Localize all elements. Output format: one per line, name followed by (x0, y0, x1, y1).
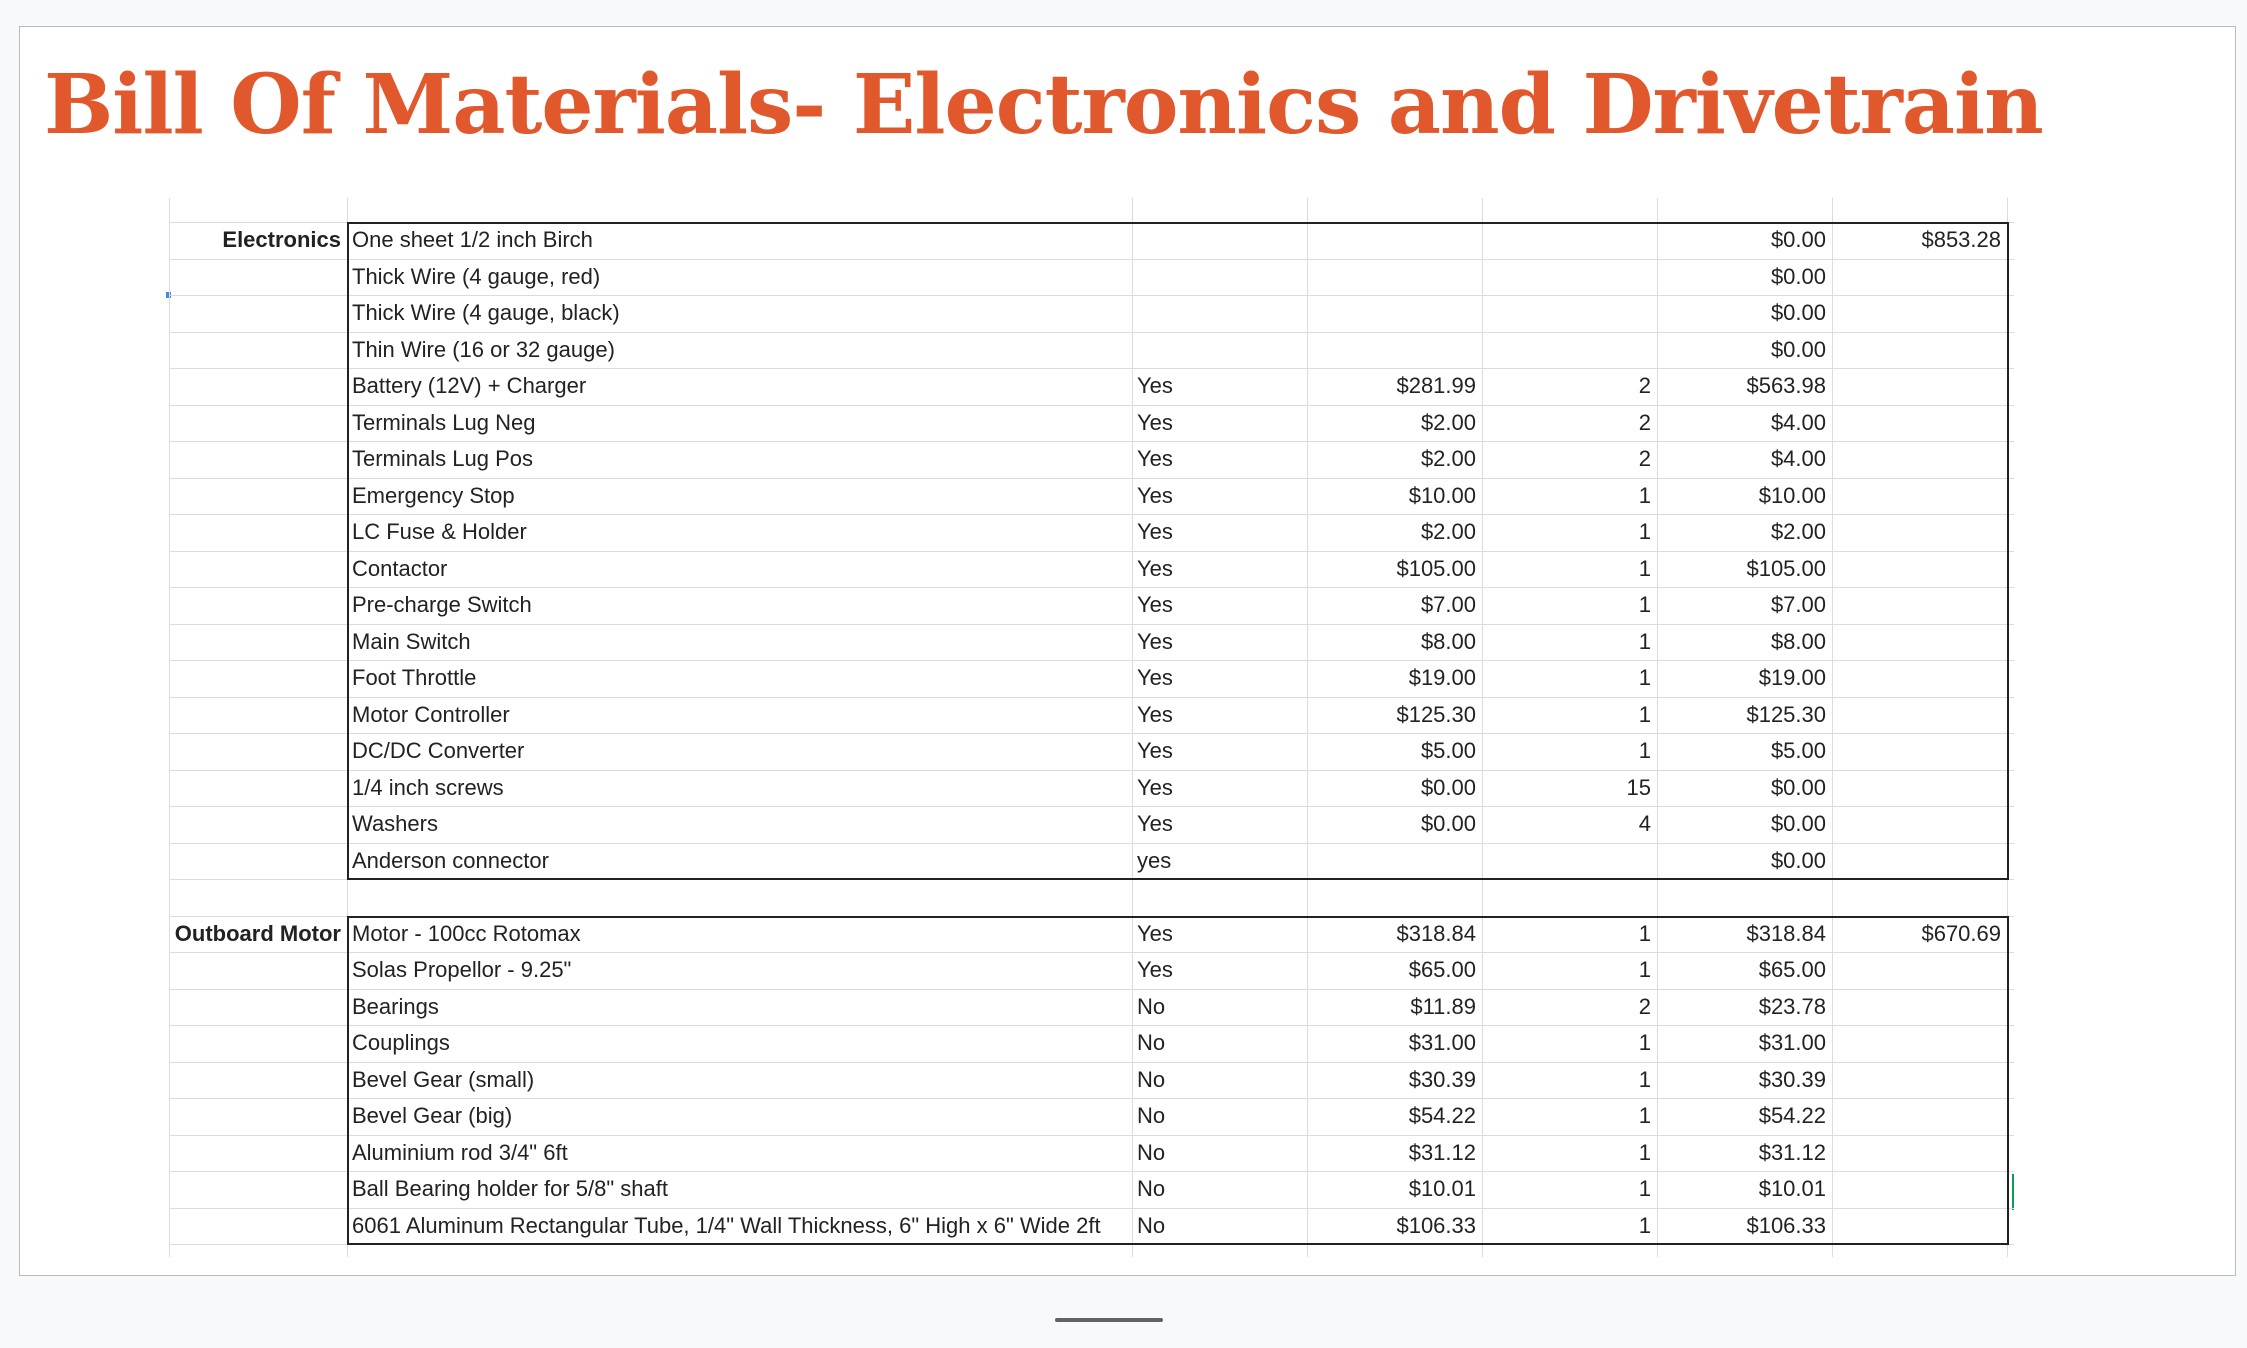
purchased-cell[interactable]: Yes (1137, 373, 1173, 398)
unit-price-cell[interactable]: $65.00 (1408, 957, 1476, 982)
item-cell[interactable]: Pre-charge Switch (352, 592, 532, 617)
item-cell[interactable]: Thin Wire (16 or 32 gauge) (352, 336, 615, 362)
item-cell[interactable]: Terminals Lug Neg (352, 409, 536, 435)
cost-cell[interactable]: $2.00 (1770, 519, 1826, 544)
quantity-cell[interactable]: 1 (1638, 555, 1651, 581)
quantity-cell[interactable]: 1 (1638, 1030, 1651, 1055)
unit-price-cell[interactable]: $0.00 (1420, 811, 1476, 836)
purchased-cell[interactable]: Yes (1137, 811, 1173, 836)
purchased-cell[interactable]: yes (1137, 847, 1172, 873)
quantity-cell[interactable]: 1 (1638, 1176, 1651, 1201)
page-title: Bill Of Materials- Electronics and Drivetrain (44, 57, 2043, 153)
quantity-cell[interactable]: 2 (1638, 409, 1651, 435)
unit-price-cell[interactable]: $125.30 (1396, 701, 1476, 727)
quantity-cell[interactable]: 1 (1638, 738, 1651, 763)
quantity-cell[interactable]: 1 (1638, 1139, 1651, 1165)
item-cell[interactable]: Terminals Lug Pos (352, 446, 533, 471)
cost-cell[interactable]: $318.84 (1746, 920, 1826, 946)
cost-cell[interactable]: $31.12 (1758, 1139, 1826, 1165)
purchased-cell[interactable]: Yes (1137, 665, 1173, 690)
purchased-cell[interactable]: No (1137, 993, 1166, 1019)
quantity-cell[interactable]: 4 (1638, 811, 1651, 836)
item-cell[interactable]: Bevel Gear (small) (352, 1066, 535, 1092)
item-cell[interactable]: One sheet 1/2 inch Birch (352, 227, 593, 252)
quantity-cell[interactable] (1482, 843, 1657, 879)
unit-price-cell[interactable]: $0.00 (1420, 774, 1476, 800)
purchased-cell[interactable] (1132, 332, 1307, 368)
cost-cell[interactable]: $0.00 (1770, 336, 1826, 362)
cost-cell[interactable]: $31.00 (1758, 1030, 1826, 1055)
item-cell[interactable]: 1/4 inch screws (352, 774, 504, 800)
unit-price-cell[interactable]: $2.00 (1420, 409, 1476, 435)
purchased-cell[interactable]: Yes (1137, 555, 1173, 581)
item-cell[interactable]: Battery (12V) + Charger (352, 373, 587, 398)
item-cell[interactable]: Emergency Stop (352, 482, 515, 508)
item-cell[interactable]: Bearings (352, 993, 439, 1019)
cost-cell[interactable]: $105.00 (1746, 555, 1826, 581)
slide (19, 26, 2236, 1276)
item-cell[interactable]: Thick Wire (4 gauge, black) (352, 300, 620, 325)
unit-price-cell[interactable] (1307, 259, 1482, 295)
cost-cell[interactable]: $8.00 (1770, 628, 1826, 654)
quantity-cell[interactable] (1482, 332, 1657, 368)
cost-cell[interactable]: $0.00 (1770, 774, 1826, 800)
grid-row-line (169, 1244, 2014, 1245)
unit-price-cell[interactable] (1307, 843, 1482, 879)
purchased-cell[interactable]: Yes (1137, 519, 1173, 544)
cost-cell[interactable]: $563.98 (1746, 373, 1826, 398)
unit-price-cell[interactable]: $106.33 (1396, 1212, 1476, 1238)
cost-cell[interactable]: $4.00 (1770, 446, 1826, 471)
unit-price-cell[interactable]: $10.00 (1408, 482, 1476, 508)
quantity-cell[interactable]: 1 (1638, 519, 1651, 544)
cost-cell[interactable]: $0.00 (1770, 227, 1826, 252)
category-label[interactable]: Electronics (222, 227, 341, 252)
cost-cell[interactable]: $4.00 (1770, 409, 1826, 435)
cost-cell[interactable]: $23.78 (1758, 993, 1826, 1019)
unit-price-cell[interactable]: $2.00 (1420, 446, 1476, 471)
purchased-cell[interactable]: No (1137, 1139, 1166, 1165)
unit-price-cell[interactable]: $31.00 (1408, 1030, 1476, 1055)
cost-cell[interactable]: $7.00 (1770, 592, 1826, 617)
unit-price-cell[interactable]: $10.01 (1408, 1176, 1476, 1201)
item-cell[interactable]: LC Fuse & Holder (352, 519, 527, 544)
purchased-cell[interactable]: Yes (1137, 446, 1173, 471)
cost-cell[interactable]: $10.01 (1758, 1176, 1826, 1201)
purchased-cell[interactable]: Yes (1137, 738, 1173, 763)
cost-cell[interactable]: $0.00 (1770, 847, 1826, 873)
quantity-cell[interactable]: 2 (1638, 993, 1651, 1019)
item-cell[interactable]: DC/DC Converter (352, 738, 525, 763)
cost-cell[interactable]: $10.00 (1758, 482, 1826, 508)
quantity-cell[interactable]: 2 (1638, 446, 1651, 471)
cost-cell[interactable]: $0.00 (1770, 263, 1826, 289)
quantity-cell[interactable]: 1 (1638, 1066, 1651, 1092)
quantity-cell[interactable]: 15 (1626, 774, 1651, 800)
active-cell-marker (2012, 1174, 2014, 1210)
purchased-cell[interactable] (1132, 222, 1307, 258)
quantity-cell[interactable]: 1 (1638, 957, 1651, 982)
item-cell[interactable]: Motor - 100cc Rotomax (352, 920, 581, 946)
quantity-cell[interactable] (1482, 259, 1657, 295)
purchased-cell[interactable]: No (1137, 1030, 1166, 1055)
unit-price-cell[interactable]: $281.99 (1396, 373, 1476, 398)
item-cell[interactable]: Anderson connector (352, 847, 549, 873)
unit-price-cell[interactable] (1307, 222, 1482, 258)
quantity-cell[interactable]: 1 (1638, 920, 1651, 946)
unit-price-cell[interactable] (1307, 332, 1482, 368)
quantity-cell[interactable] (1482, 295, 1657, 331)
unit-price-cell[interactable]: $11.89 (1410, 993, 1476, 1019)
unit-price-cell[interactable] (1307, 295, 1482, 331)
bom-spreadsheet (151, 174, 2014, 1257)
quantity-cell[interactable]: 1 (1638, 482, 1651, 508)
cost-cell[interactable]: $54.22 (1758, 1103, 1826, 1128)
quantity-cell[interactable]: 1 (1638, 1103, 1651, 1128)
category-label[interactable]: Outboard Motor (174, 920, 341, 946)
cost-cell[interactable]: $125.30 (1746, 701, 1826, 727)
unit-price-cell[interactable]: $30.39 (1408, 1066, 1476, 1092)
quantity-cell[interactable]: 1 (1638, 665, 1651, 690)
unit-price-cell[interactable]: $105.00 (1396, 555, 1476, 581)
unit-price-cell[interactable]: $8.00 (1420, 628, 1476, 654)
unit-price-cell[interactable]: $2.00 (1420, 519, 1476, 544)
purchased-cell[interactable]: Yes (1137, 957, 1173, 982)
unit-price-cell[interactable]: $54.22 (1408, 1103, 1476, 1128)
cost-cell[interactable]: $0.00 (1770, 300, 1826, 325)
purchased-cell[interactable] (1132, 295, 1307, 331)
item-cell[interactable]: Bevel Gear (big) (352, 1103, 513, 1128)
section-total-cell[interactable]: $853.28 (1921, 227, 2001, 252)
quantity-cell[interactable]: 2 (1638, 373, 1651, 398)
cost-cell[interactable]: $65.00 (1758, 957, 1826, 982)
purchased-cell[interactable]: Yes (1137, 701, 1173, 727)
item-cell[interactable]: Aluminium rod 3/4" 6ft (352, 1139, 568, 1165)
item-cell[interactable]: Contactor (352, 555, 448, 581)
grid-row-line (169, 879, 2014, 880)
quantity-cell[interactable]: 1 (1638, 701, 1651, 727)
purchased-cell[interactable]: No (1137, 1066, 1166, 1092)
item-cell[interactable]: Couplings (352, 1030, 450, 1055)
unit-price-cell[interactable]: $19.00 (1408, 665, 1476, 690)
cost-cell[interactable]: $30.39 (1758, 1066, 1826, 1092)
item-cell[interactable]: Ball Bearing holder for 5/8" shaft (352, 1176, 668, 1201)
purchased-cell[interactable]: Yes (1137, 920, 1173, 946)
purchased-cell[interactable]: No (1137, 1176, 1166, 1201)
unit-price-cell[interactable]: $7.00 (1420, 592, 1476, 617)
purchased-cell[interactable] (1132, 259, 1307, 295)
cost-cell[interactable]: $0.00 (1770, 811, 1826, 836)
cost-cell[interactable]: $106.33 (1746, 1212, 1826, 1238)
item-cell[interactable]: Main Switch (352, 628, 471, 654)
item-cell[interactable]: Foot Throttle (352, 665, 477, 690)
item-cell[interactable]: Washers (352, 811, 438, 836)
quantity-cell[interactable]: 1 (1638, 592, 1651, 617)
purchased-cell[interactable]: No (1137, 1103, 1166, 1128)
purchased-cell[interactable]: Yes (1137, 774, 1173, 800)
quantity-cell[interactable]: 1 (1638, 1212, 1651, 1238)
purchased-cell[interactable]: Yes (1137, 628, 1173, 654)
item-cell[interactable]: Motor Controller (352, 701, 510, 727)
cost-cell[interactable]: $19.00 (1758, 665, 1826, 690)
unit-price-cell[interactable]: $31.12 (1408, 1139, 1476, 1165)
purchased-cell[interactable]: No (1137, 1212, 1166, 1238)
cost-cell[interactable]: $5.00 (1770, 738, 1826, 763)
item-cell[interactable]: 6061 Aluminum Rectangular Tube, 1/4" Wall Thickness, 6" High x 6" Wide 2ft (352, 1212, 1101, 1238)
purchased-cell[interactable]: Yes (1137, 409, 1173, 435)
quantity-cell[interactable] (1482, 222, 1657, 258)
section-total-cell[interactable]: $670.69 (1921, 920, 2001, 946)
purchased-cell[interactable]: Yes (1137, 592, 1173, 617)
purchased-cell[interactable]: Yes (1137, 482, 1173, 508)
unit-price-cell[interactable]: $5.00 (1420, 738, 1476, 763)
item-cell[interactable]: Thick Wire (4 gauge, red) (352, 263, 601, 289)
quantity-cell[interactable]: 1 (1638, 628, 1651, 654)
item-cell[interactable]: Solas Propellor - 9.25" (352, 957, 572, 982)
unit-price-cell[interactable]: $318.84 (1396, 920, 1476, 946)
scroll-handle[interactable] (1055, 1318, 1163, 1322)
